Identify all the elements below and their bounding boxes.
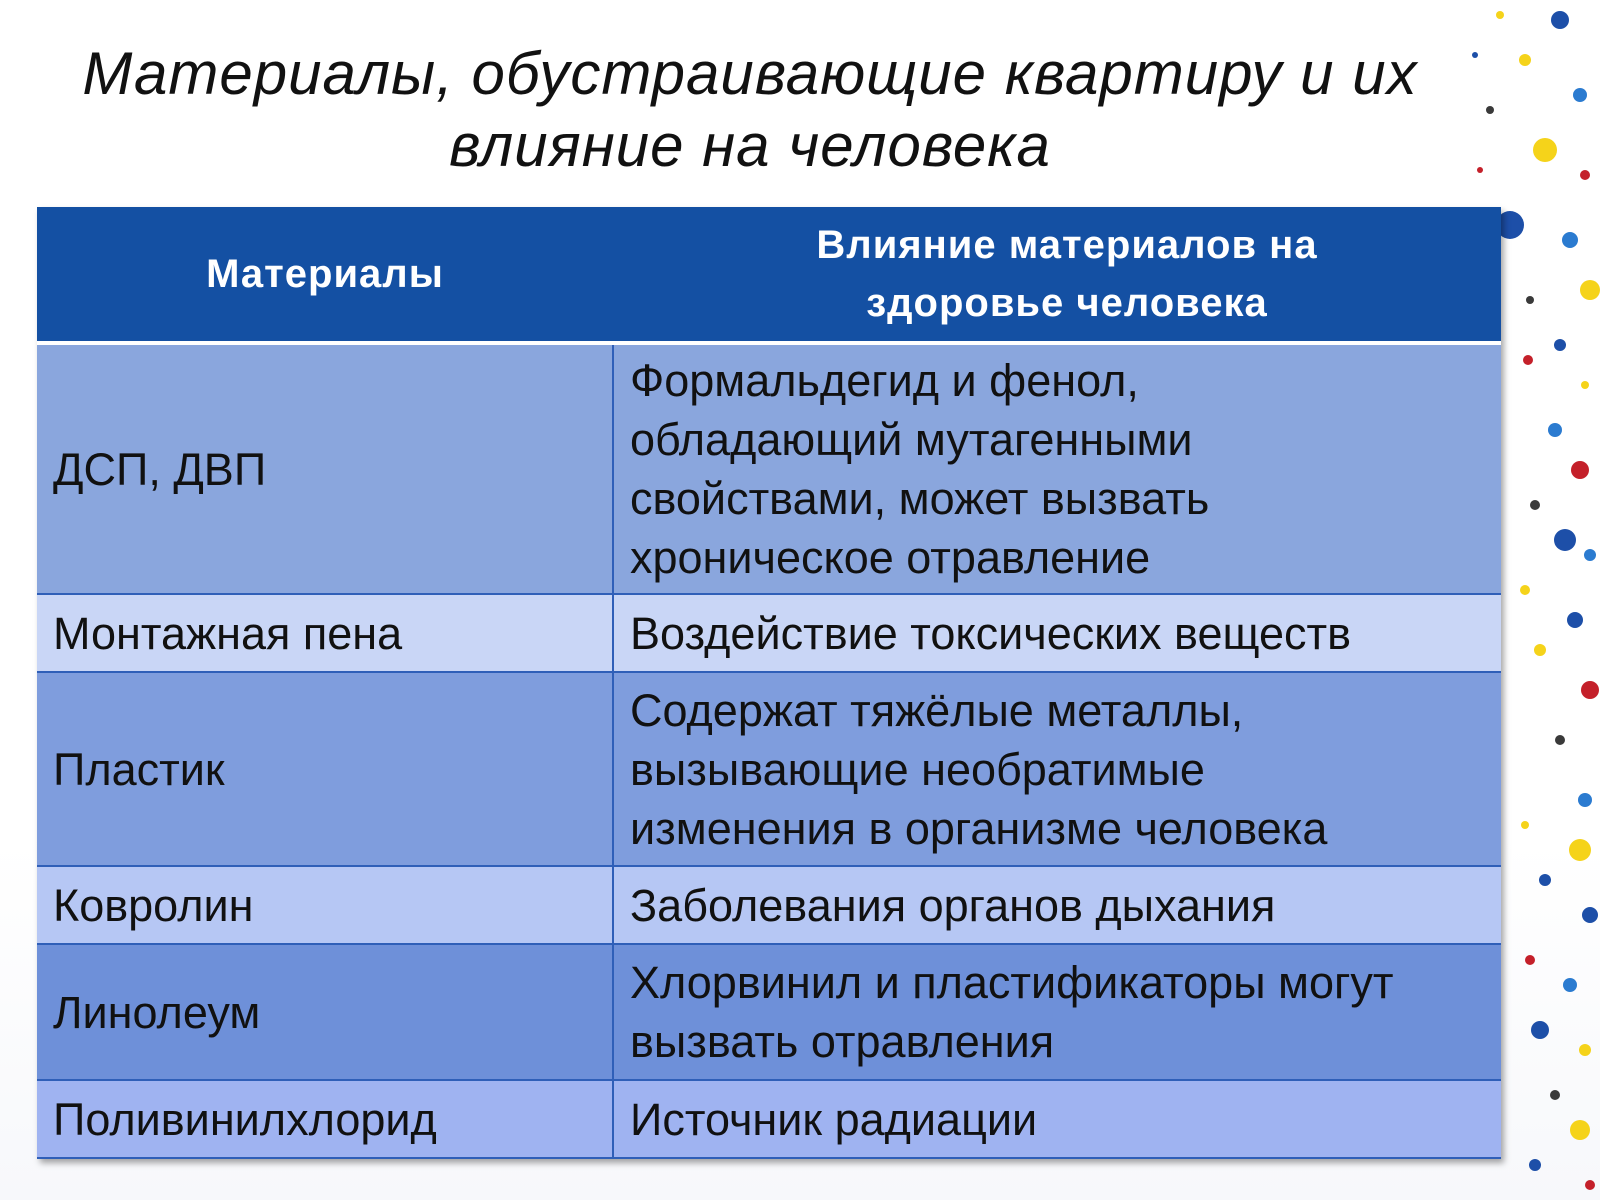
table-row <box>37 672 1501 866</box>
influence-line: Источник радиации <box>630 1093 1038 1145</box>
influence-cell <box>613 343 1501 594</box>
material-cell: Пластик <box>37 672 613 866</box>
material-cell: ДСП, ДВП <box>37 343 613 594</box>
material-cell: Монтажная пена <box>37 594 613 672</box>
influence-cell <box>613 1080 1501 1158</box>
slide-title-line-2: влияние на человека <box>449 112 1051 179</box>
influence-line: Хлорвинил и пластификаторы могут <box>630 957 1394 1008</box>
influence-line: Формальдегид и фенол, <box>630 355 1139 406</box>
header-influence <box>613 207 1501 343</box>
table-row <box>37 1080 1501 1158</box>
material-cell: Линолеум <box>37 944 613 1080</box>
influence-line: Содержат тяжёлые металлы, <box>630 684 1244 736</box>
influence-line: хроническое отравление <box>630 532 1151 583</box>
influence-line: вызывающие необратимые <box>630 743 1205 795</box>
influence-line: Воздействие токсических веществ <box>630 607 1352 659</box>
table-row <box>37 594 1501 672</box>
material-cell: Ковролин <box>37 866 613 944</box>
influence-cell <box>613 672 1501 866</box>
header-influence-line-1: Влияние материалов на <box>816 223 1318 267</box>
table-row <box>37 944 1501 1080</box>
influence-line: Заболевания органов дыхания <box>630 879 1276 931</box>
table-header-row <box>37 207 1501 343</box>
influence-cell <box>613 866 1501 944</box>
table-row <box>37 866 1501 944</box>
materials-table <box>37 207 1501 1159</box>
header-influence-line-2: здоровье человека <box>866 281 1268 325</box>
table-row <box>37 343 1501 594</box>
slide-title <box>30 38 1470 182</box>
influence-line: изменения в организме человека <box>630 802 1328 854</box>
influence-cell <box>613 594 1501 672</box>
material-cell: Поливинилхлорид <box>37 1080 613 1158</box>
slide-title-line-1: Материалы, обустраивающие квартиру и их <box>82 40 1418 107</box>
header-materials: Материалы <box>37 207 613 343</box>
influence-line: свойствами, может вызвать <box>630 473 1210 524</box>
influence-line: вызвать отравления <box>630 1016 1055 1067</box>
influence-cell <box>613 944 1501 1080</box>
influence-line: обладающий мутагенными <box>630 414 1193 465</box>
